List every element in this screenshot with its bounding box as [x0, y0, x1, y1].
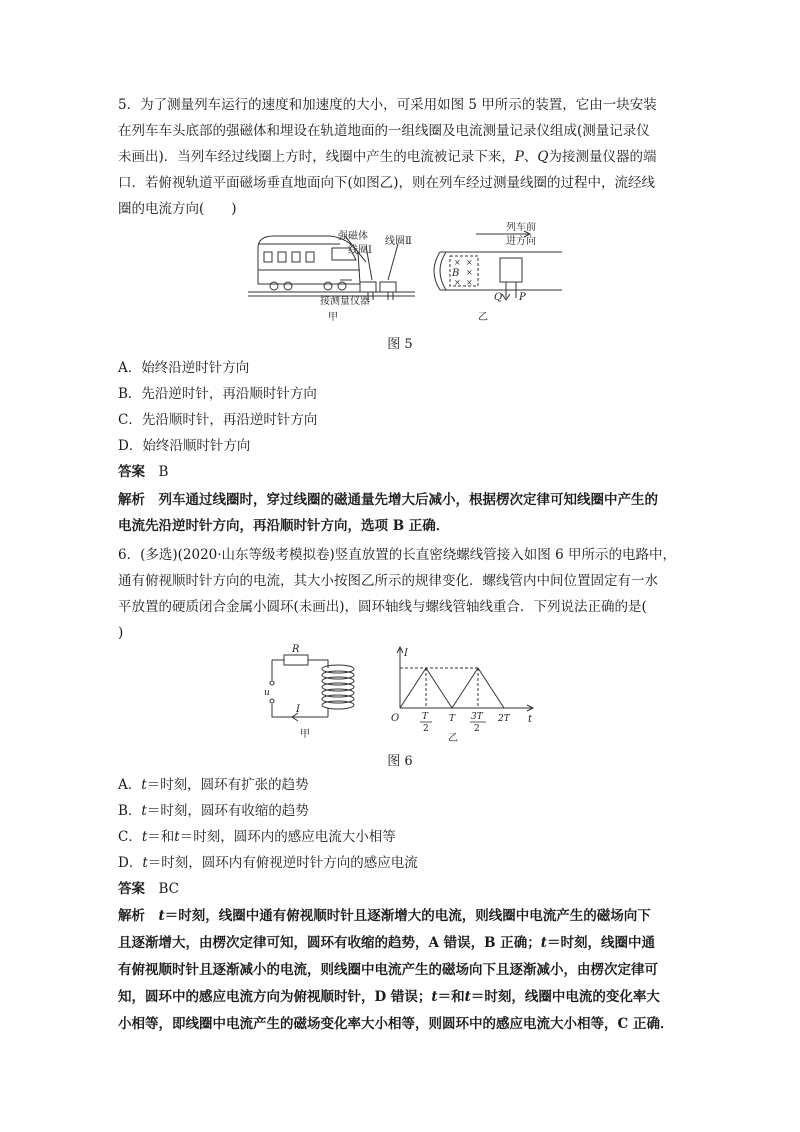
q5-option-b: B．先沿逆时针，再沿顺时针方向 [118, 386, 317, 402]
var-t: t [158, 908, 165, 924]
label-coil-1: 线圈Ⅰ [348, 245, 372, 256]
q5-line-4: 口．若俯视轨道平面磁场垂直地面向下(如图乙)，则在列车经过测量线圈的过程中，流经线 [118, 175, 656, 191]
tick-t: T [449, 714, 456, 724]
var-t: t [141, 829, 148, 845]
separator: 、 [523, 149, 538, 165]
figure-5 [240, 222, 570, 324]
answer-label: 答案 [118, 464, 145, 480]
subfigure-yi: 乙 [448, 733, 458, 744]
tick-2t: 2T [498, 714, 510, 724]
q6-line-2: 通有俯视顺时针方向的电流，其大小按图乙所示的规律变化．螺线管内中间位置固定有一水 [118, 573, 658, 589]
svg-text:×: × [466, 268, 473, 277]
svg-text:×: × [466, 258, 473, 267]
analysis-text: ＝和 [437, 989, 465, 1005]
q5-answer [118, 462, 690, 482]
q5-line-2: 在列车车头底部的强磁体和埋设在轨道地面的一组线圈及电流测量记录仪组成(测量记录仪 [118, 123, 650, 139]
svg-text:×: × [454, 278, 461, 287]
option-prefix: C． [118, 829, 142, 845]
q5-line-3-tail: 为接测量仪器的端 [548, 149, 657, 165]
solenoid [322, 665, 354, 709]
q5-analysis-2: 电流先沿逆时针方向，再沿顺时针方向，选项 B 正确． [118, 518, 450, 534]
q6-option-d [118, 853, 690, 873]
q5-line-3-text: 未画出)．当列车经过线圈上方时，线圈中产生的电流被记录下来， [118, 149, 515, 165]
var-t: t [141, 777, 147, 793]
analysis-text: 知，圆环中的感应电流方向为俯视顺时针，D 错误； [118, 989, 432, 1005]
label-front-1: 列车前 [506, 222, 536, 233]
q5-option-a: A．始终沿逆时针方向 [118, 360, 250, 376]
analysis-text: ＝时刻，线圈中通有俯视顺时针且逐渐增大的电流，则线圈中电流产生的磁场向下 [164, 908, 651, 924]
axis-i-label: I [404, 648, 408, 659]
var-t: t [174, 829, 180, 845]
label-coil-2: 线圈Ⅱ [385, 236, 412, 247]
axis-t-label: t [528, 714, 533, 725]
analysis-label: 解析 [118, 492, 145, 508]
analysis-text: ＝时刻，线圈中通 [547, 935, 656, 951]
q6-answer [118, 879, 690, 899]
svg-text:×: × [466, 278, 473, 287]
q6-line-3: 平放置的硬质闭合金属小圆环(未画出)，圆环轴线与螺线管轴线重合．下列说法正确的是( [118, 599, 647, 615]
analysis-text: ＝时刻，线圈中电流的变化率大 [470, 989, 660, 1005]
answer-value: B [158, 464, 169, 480]
q5-line-1: 5．为了测量列车运行的速度和加速度的大小，可采用如图 5 甲所示的装置，它由一块安装 [118, 97, 657, 113]
option-prefix: D． [118, 855, 143, 871]
option-prefix: A． [118, 777, 142, 793]
tick-3t-den: 2 [474, 724, 480, 734]
label-current: I [296, 704, 300, 715]
figure-6-caption: 图 6 [387, 754, 413, 769]
option-text: ＝时刻，圆环有扩张的趋势 [146, 777, 309, 793]
var-t: t [142, 855, 148, 871]
label-voltage: u [264, 688, 270, 698]
label-front-2: 进方向 [506, 236, 536, 247]
q6-analysis-5: 小相等，即线圈中电流产生的磁场变化率大小相等，则圆环中的感应电流大小相等，C 正确． [118, 1016, 674, 1032]
subfigure-yi: 乙 [478, 312, 488, 323]
var-q: Q [537, 149, 549, 165]
q5-line-3 [118, 147, 690, 167]
current-graph [397, 647, 533, 711]
tick-3t: 3T [471, 712, 483, 722]
q6-line-4: ) [118, 625, 124, 641]
option-text: ＝和 [147, 829, 175, 845]
var-t: t [540, 935, 548, 951]
answer-label: 答案 [118, 881, 145, 897]
analysis-text: 列车通过线圈时，穿过线圈的磁通量先增大后减小，根据楞次定律可知线圈中产生的 [158, 492, 658, 508]
q5-option-d: D．始终沿顺时针方向 [118, 438, 251, 454]
figure-6 [262, 642, 538, 744]
q6-analysis-4 [118, 987, 690, 1007]
q6-option-b [118, 801, 690, 821]
label-p: P [519, 292, 526, 303]
q6-option-c [118, 827, 690, 847]
option-text: ＝时刻，圆环有收缩的趋势 [146, 803, 309, 819]
tick-half-t-den: 2 [423, 724, 429, 734]
subfigure-jia: 甲 [328, 312, 338, 323]
q6-analysis-2 [118, 933, 690, 953]
option-text: ＝时刻，圆环内的感应电流大小相等 [179, 829, 396, 845]
var-t: t [464, 989, 471, 1005]
svg-text:×: × [454, 258, 461, 267]
q5-option-c: C．先沿顺时针，再沿逆时针方向 [118, 412, 318, 428]
q5-line-5: 圈的电流方向( ) [118, 201, 237, 217]
q6-line-1: 6．(多选)(2020·山东等级考模拟卷)竖直放置的长直密绕螺线管接入如图 6 甲所示的电路中， [118, 547, 676, 563]
analysis-text: 且逐渐增大，由楞次定律可知，圆环有收缩的趋势，A 错误，B 正确； [118, 935, 541, 951]
q5-analysis-1 [118, 490, 690, 510]
answer-value: BC [158, 881, 180, 897]
analysis-label: 解析 [118, 908, 145, 924]
tick-half-t: T [422, 712, 429, 722]
var-t: t [141, 803, 147, 819]
label-meter: 接测量仪器 [320, 296, 370, 307]
subfigure-jia: 甲 [300, 729, 310, 740]
q6-analysis-1 [118, 906, 690, 926]
label-resistor: R [292, 644, 300, 655]
figure-5-caption: 图 5 [387, 337, 413, 352]
label-magnet: 强磁体 [338, 231, 368, 242]
var-t: t [431, 989, 438, 1005]
option-text: ＝时刻，圆环内有俯视逆时针方向的感应电流 [147, 855, 418, 871]
option-prefix: B． [118, 803, 142, 819]
q6-analysis-3: 有俯视顺时针且逐渐减小的电流，则线圈中电流产生的磁场向下且逐渐减小，由楞次定律可 [118, 962, 658, 978]
label-q: Q [494, 292, 503, 303]
origin-label: O [391, 713, 400, 724]
var-p: P [514, 149, 524, 165]
q6-option-a [118, 775, 690, 795]
label-b: B [452, 268, 460, 279]
